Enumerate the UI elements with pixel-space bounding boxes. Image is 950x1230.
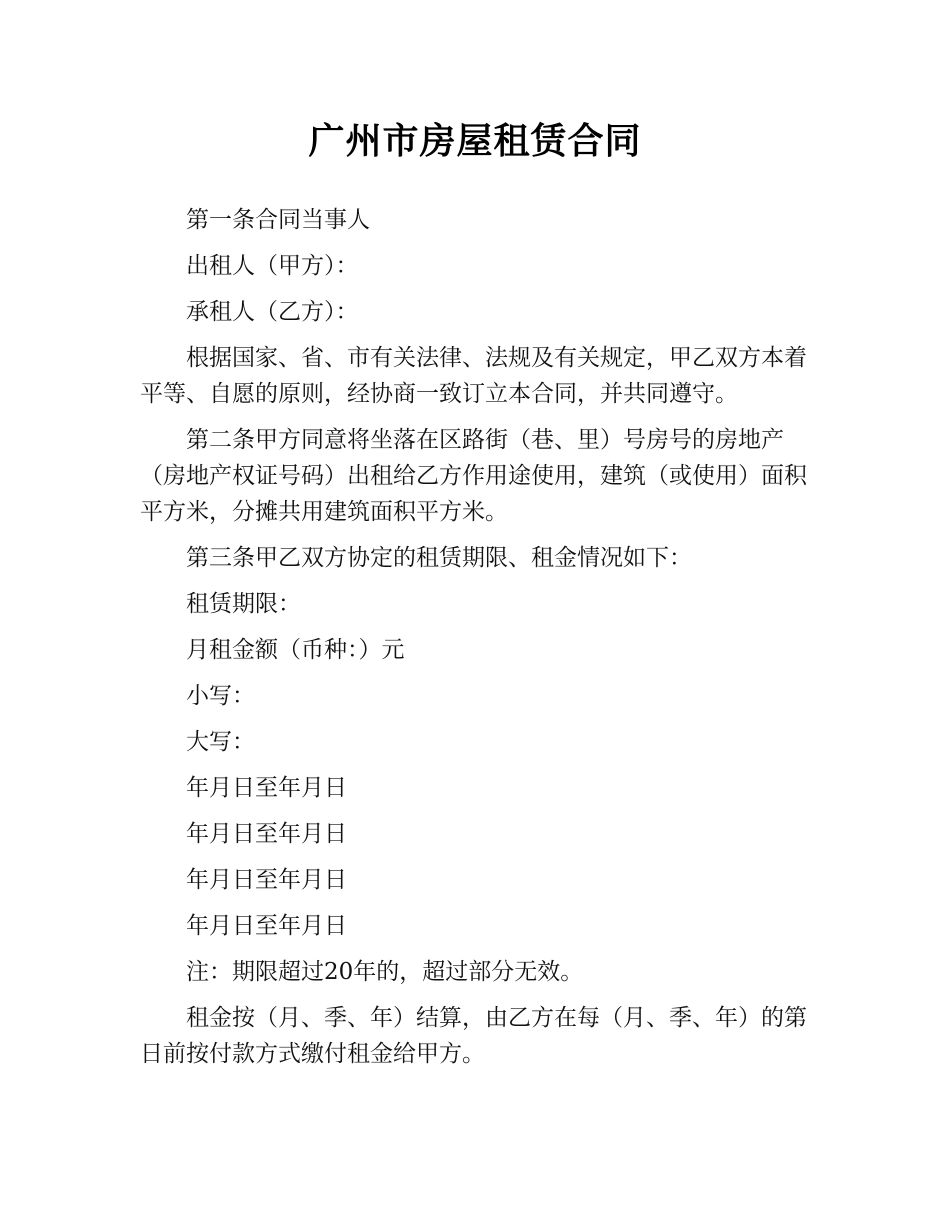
- document-body: [140, 202, 820, 1082]
- date-range-line: 年月日至年月日: [186, 775, 347, 801]
- amount-uppercase-line: 大写：: [186, 729, 255, 755]
- lessor-line: 出租人（甲方）：: [186, 253, 359, 279]
- document-title: 广州市房屋租赁合同: [308, 121, 642, 162]
- preamble-paragraph: 根据国家、省、市有关法律、法规及有关规定，甲乙双方本着平等、自愿的原则，经协商一致订立本合同，并共同遵守。: [140, 345, 807, 407]
- article-3-heading: 第三条甲乙双方协定的租赁期限、租金情况如下：: [186, 545, 692, 571]
- monthly-rent-line: 月租金额（币种：）元: [186, 637, 405, 663]
- date-range-line: 年月日至年月日: [186, 913, 347, 939]
- date-range-line: 年月日至年月日: [186, 867, 347, 893]
- amount-lowercase-line: 小写：: [186, 683, 255, 709]
- article-1-heading: 第一条合同当事人: [186, 207, 370, 233]
- rent-settlement-paragraph: 租金按（月、季、年）结算，由乙方在每（月、季、年）的第日前按付款方式缴付租金给甲方。: [140, 1005, 807, 1067]
- note-line: 注：期限超过20年的，超过部分无效。: [186, 959, 584, 985]
- lessee-line: 承租人（乙方）：: [186, 299, 359, 325]
- lease-term-line: 租赁期限：: [186, 591, 301, 617]
- date-range-line: 年月日至年月日: [186, 821, 347, 847]
- article-2-paragraph: 第二条甲方同意将坐落在区路街（巷、里）号房号的房地产（房地产权证号码）出租给乙方作用途使用，建筑（或使用）面积平方米，分摊共用建筑面积平方米。: [140, 427, 807, 525]
